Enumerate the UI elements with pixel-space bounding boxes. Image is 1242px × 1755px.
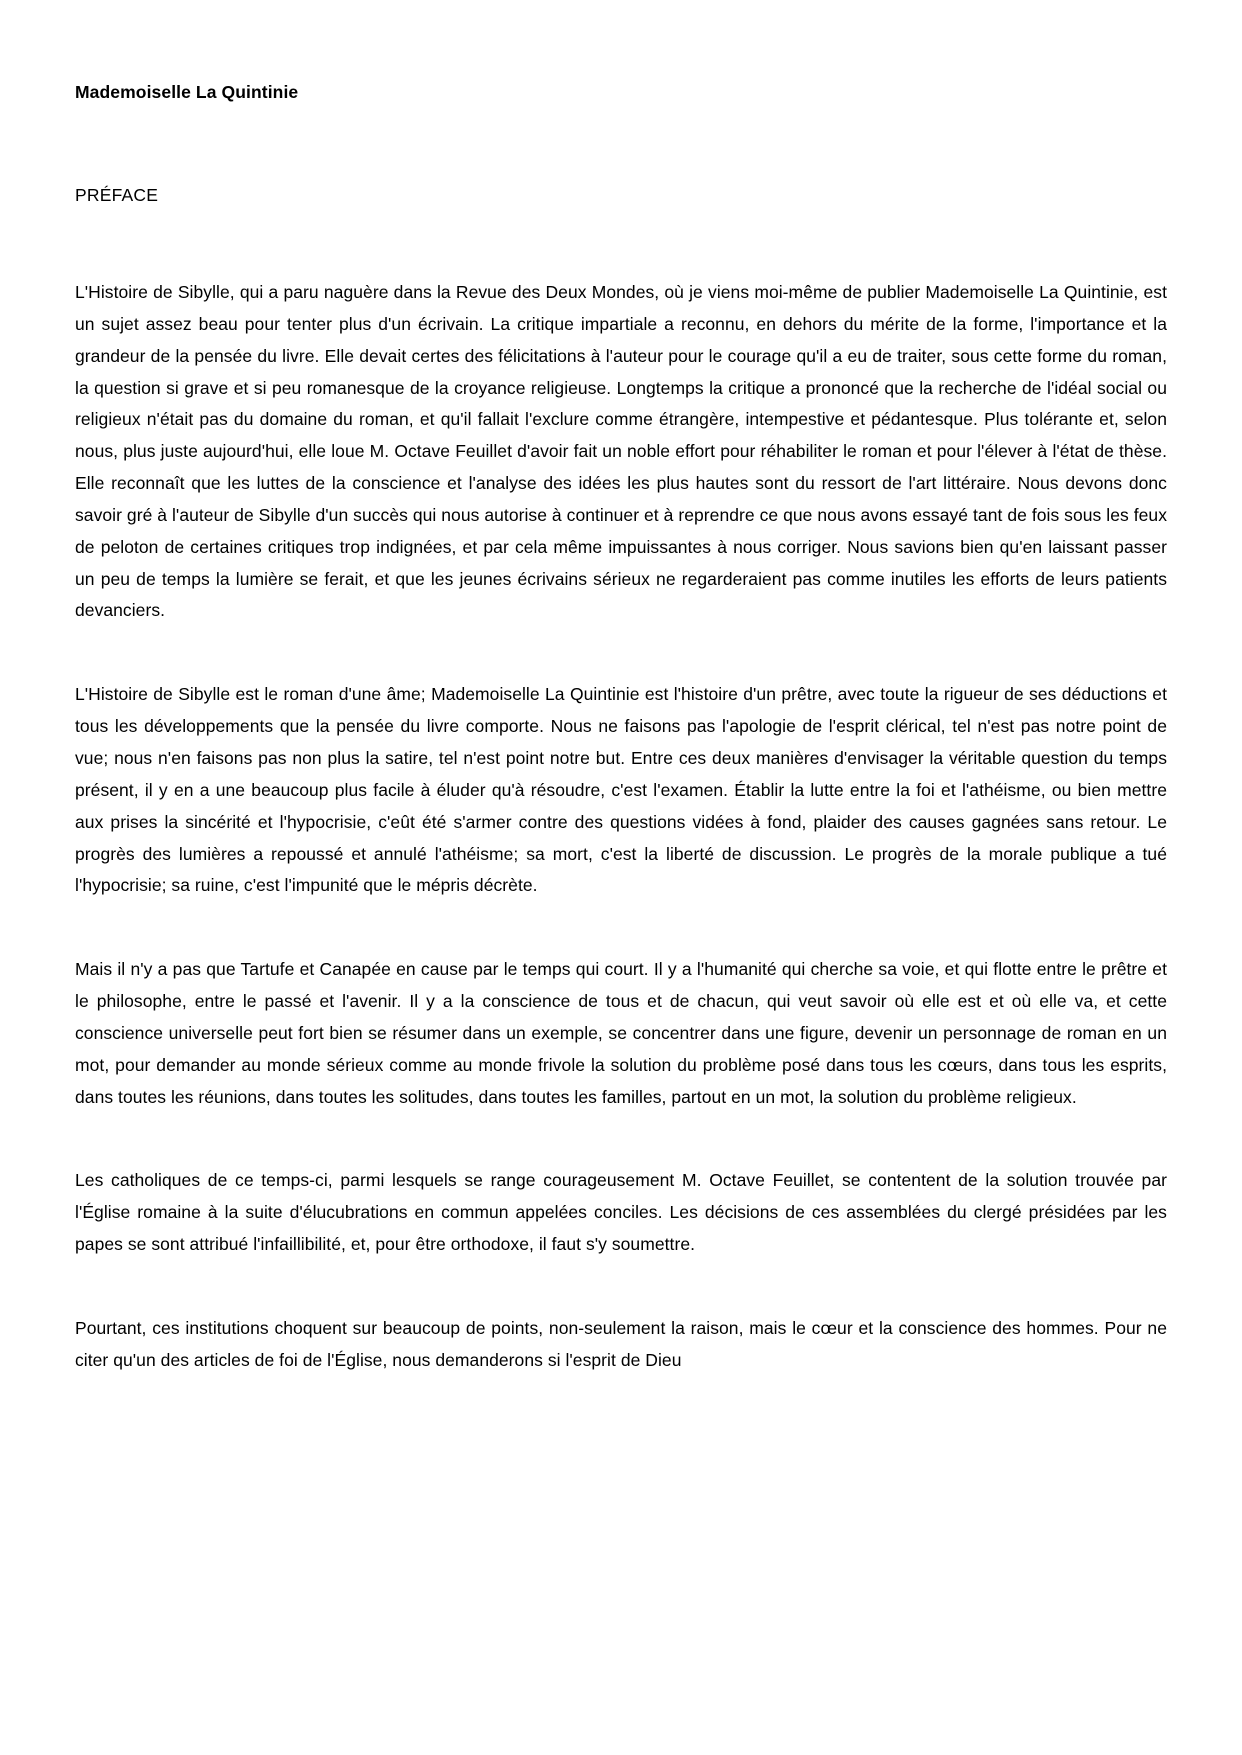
document-body <box>75 277 1167 1377</box>
paragraph: L'Histoire de Sibylle, qui a paru naguère dans la Revue des Deux Mondes, où je viens moi-même de publier Mademoiselle La Quintinie, est un sujet assez beau pour tenter plus d'un écrivain. La critique impartiale a reconnu, en dehors du mérite de la forme, l'importance et la grandeur de la pensée du livre. Elle devait certes des félicitations à l'auteur pour le courage qu'il a eu de traiter, sous cette forme du roman, la question si grave et si peu romanesque de la croyance religieuse. Longtemps la critique a prononcé que la recherche de l'idéal social ou religieux n'était pas du domaine du roman, et qu'il fallait l'exclure comme étrangère, intempestive et pédantesque. Plus tolérante et, selon nous, plus juste aujourd'hui, elle loue M. Octave Feuillet d'avoir fait un noble effort pour réhabiliter le roman et pour l'élever à l'état de thèse. Elle reconnaît que les luttes de la conscience et l'analyse des idées les plus hautes sont du ressort de l'art littéraire. Nous devons donc savoir gré à l'auteur de Sibylle d'un succès qui nous autorise à continuer et à reprendre ce que nous avons essayé tant de fois sous les feux de peloton de certaines critiques trop indignées, et par cela même impuissantes à nous corriger. Nous savions bien qu'en laissant passer un peu de temps la lumière se ferait, et que les jeunes écrivains sérieux ne regarderaient pas comme inutiles les efforts de leurs patients devanciers. <box>75 282 1167 621</box>
section-heading-preface: PRÉFACE <box>75 184 159 205</box>
paragraph: Les catholiques de ce temps-ci, parmi lesquels se range courageusement M. Octave Feuillet, se contentent de la solution trouvée par l'Église romaine à la suite d'élucubrations en commun appelées conciles. Les décisions de ces assemblées du clergé présidées par les papes se sont attribué l'infaillibilité, et, pour être orthodoxe, il faut s'y soumettre. <box>75 1170 1167 1255</box>
paragraph: Pourtant, ces institutions choquent sur beaucoup de points, non-seulement la raison, mais le cœur et la conscience des hommes. Pour ne citer qu'un des articles de foi de l'Église, nous demanderons si l'esprit de Dieu <box>75 1317 1167 1370</box>
paragraph: L'Histoire de Sibylle est le roman d'une âme; Mademoiselle La Quintinie est l'histoire d'un prêtre, avec toute la rigueur de ses déductions et tous les développements que la pensée du livre comporte. Nous ne faisons pas l'apologie de l'esprit clérical, tel n'est pas notre point de vue; nous n'en faisons pas non plus la satire, tel n'est point notre but. Entre ces deux manières d'envisager la véritable question du temps présent, il y en a une beaucoup plus facile à éluder qu'à résoudre, c'est l'examen. Établir la lutte entre la foi et l'athéisme, ou bien mettre aux prises la sincérité et l'hypocrisie, c'eût été s'armer contre des questions vidées à fond, plaider des causes gagnées sans retour. Le progrès des lumières a repoussé et annulé l'athéisme; sa mort, c'est la liberté de discussion. Le progrès de la morale publique a tué l'hypocrisie; sa ruine, c'est l'impunité que le mépris décrète. <box>75 684 1167 896</box>
paragraph: Mais il n'y a pas que Tartufe et Canapée en cause par le temps qui court. Il y a l'humanité qui cherche sa voie, et qui flotte entre le prêtre et le philosophe, entre le passé et l'avenir. Il y a la conscience de tous et de chacun, qui veut savoir où elle est et où elle va, et cette conscience universelle peut fort bien se résumer dans un exemple, se concentrer dans une figure, devenir un personnage de roman en un mot, pour demander au monde sérieux comme au monde frivole la solution du problème posé dans tous les cœurs, dans tous les esprits, dans toutes les réunions, dans toutes les solitudes, dans toutes les familles, partout en un mot, la solution du problème religieux. <box>75 959 1167 1107</box>
document-title: Mademoiselle La Quintinie <box>75 82 299 102</box>
